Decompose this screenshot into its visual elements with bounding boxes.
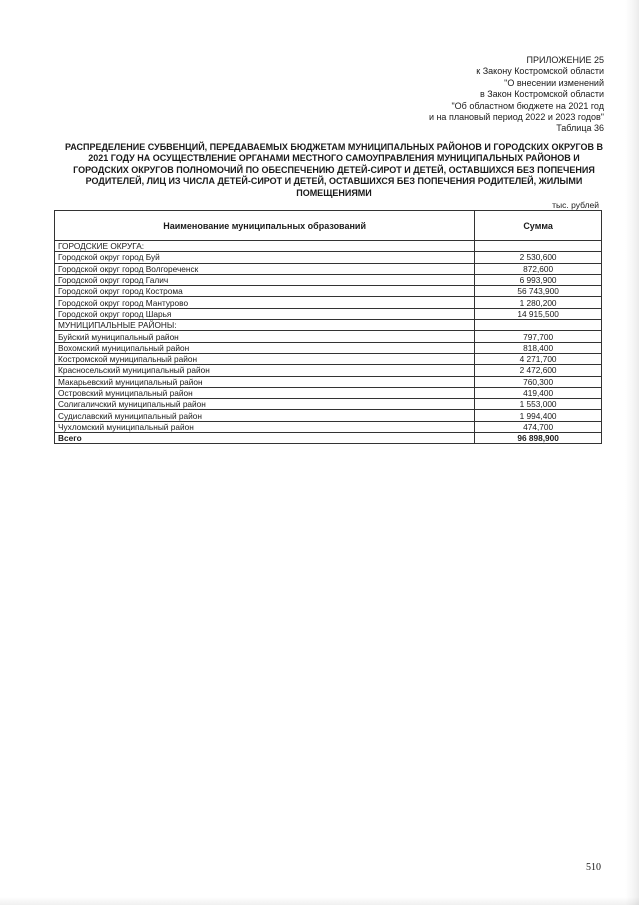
municipality-name: Островский муниципальный район [55,387,475,398]
header-line: "Об областном бюджете на 2021 год [451,100,604,111]
amount-cell: 4 271,700 [475,353,602,364]
total-row [55,433,602,444]
amount-cell: 14 915,500 [475,308,602,319]
page-number: 510 [586,862,601,873]
table-row [55,308,602,319]
empty-cell [475,320,602,331]
table-row [55,399,602,410]
municipality-name: Городской округ город Буй [55,252,475,263]
table-row [55,297,602,308]
table-row [55,376,602,387]
total-amount: 96 898,900 [475,433,602,444]
header-line: "О внесении изменений [504,77,604,88]
table-row [55,410,602,421]
total-label: Всего [55,433,475,444]
amount-cell: 56 743,900 [475,286,602,297]
table-row [55,353,602,364]
municipality-name: Городской округ город Кострома [55,286,475,297]
group-label: МУНИЦИПАЛЬНЫЕ РАЙОНЫ: [55,320,475,331]
amount-cell: 2 530,600 [475,252,602,263]
amount-cell: 474,700 [475,421,602,432]
municipality-name: Городской округ город Шарья [55,308,475,319]
column-header-sum: Сумма [475,211,602,241]
scan-edge-shadow [625,0,639,905]
scan-bottom-shadow [0,897,639,905]
municipality-name: Вохомский муниципальный район [55,342,475,353]
municipality-name: Буйский муниципальный район [55,331,475,342]
group-label: ГОРОДСКИЕ ОКРУГА: [55,241,475,252]
amount-cell: 6 993,900 [475,274,602,285]
amount-cell: 1 280,200 [475,297,602,308]
group-row-cities [55,241,602,252]
group-row-districts [55,320,602,331]
amount-cell: 419,400 [475,387,602,398]
amount-cell: 797,700 [475,331,602,342]
table-row [55,331,602,342]
amount-cell: 818,400 [475,342,602,353]
table-row [55,342,602,353]
table-row [55,263,602,274]
amount-cell: 2 472,600 [475,365,602,376]
header-line: к Закону Костромской области [476,66,604,77]
header-line: Таблица 36 [556,123,604,134]
municipality-name: Макарьевский муниципальный район [55,376,475,387]
empty-cell [475,241,602,252]
municipality-name: Чухломский муниципальный район [55,421,475,432]
column-header-name: Наименование муниципальных образований [55,211,475,241]
amount-cell: 1 553,000 [475,399,602,410]
document-title: РАСПРЕДЕЛЕНИЕ СУБВЕНЦИЙ, ПЕРЕДАВАЕМЫХ БЮДЖЕТАМ МУНИЦИПАЛЬНЫХ РАЙОНОВ И ГОРОДСКИХ ОКРУГОВ В 2021 ГОДУ НА ОСУЩЕСТВЛЕНИЕ ОРГАНАМИ МЕСТНОГО САМОУПРАВЛЕНИЯ МУНИЦИПАЛЬНЫХ РАЙОНОВ И ГОРОДСКИХ ОКРУГОВ ПОЛНОМОЧИЙ ПО ОБЕСПЕЧЕНИЮ ДЕТЕЙ-СИРОТ И ДЕТЕЙ, ОСТАВШИХСЯ БЕЗ ПОПЕЧЕНИЯ РОДИТЕЛЕЙ, ЛИЦ ИЗ ЧИСЛА ДЕТЕЙ-СИРОТ И ДЕТЕЙ, ОСТАВШИХСЯ БЕЗ ПОПЕЧЕНИЯ РОДИТЕЛЕЙ, ЖИЛЫМИ ПОМЕЩЕНИЯМИ [65,142,603,198]
municipality-name: Городской округ город Галич [55,274,475,285]
municipality-name: Солигаличский муниципальный район [55,399,475,410]
municipality-name: Городской округ город Мантурово [55,297,475,308]
table-row [55,252,602,263]
municipality-name: Красносельский муниципальный район [55,365,475,376]
amount-cell: 760,300 [475,376,602,387]
units-label: тыс. рублей [552,200,599,210]
municipality-name: Судиславский муниципальный район [55,410,475,421]
amount-cell: 872,600 [475,263,602,274]
table-header-row [55,211,602,241]
amount-cell: 1 994,400 [475,410,602,421]
subsidy-table [54,210,602,444]
table-row [55,365,602,376]
header-line: ПРИЛОЖЕНИЕ 25 [526,55,604,65]
table-row [55,286,602,297]
municipality-name: Костромской муниципальный район [55,353,475,364]
table-row [55,274,602,285]
appendix-header [429,55,604,135]
table-row [55,387,602,398]
header-line: и на плановый период 2022 и 2023 годов" [428,112,604,123]
table-row [55,421,602,432]
municipality-name: Городской округ город Волгореченск [55,263,475,274]
header-line: в Закон Костромской области [479,89,604,100]
